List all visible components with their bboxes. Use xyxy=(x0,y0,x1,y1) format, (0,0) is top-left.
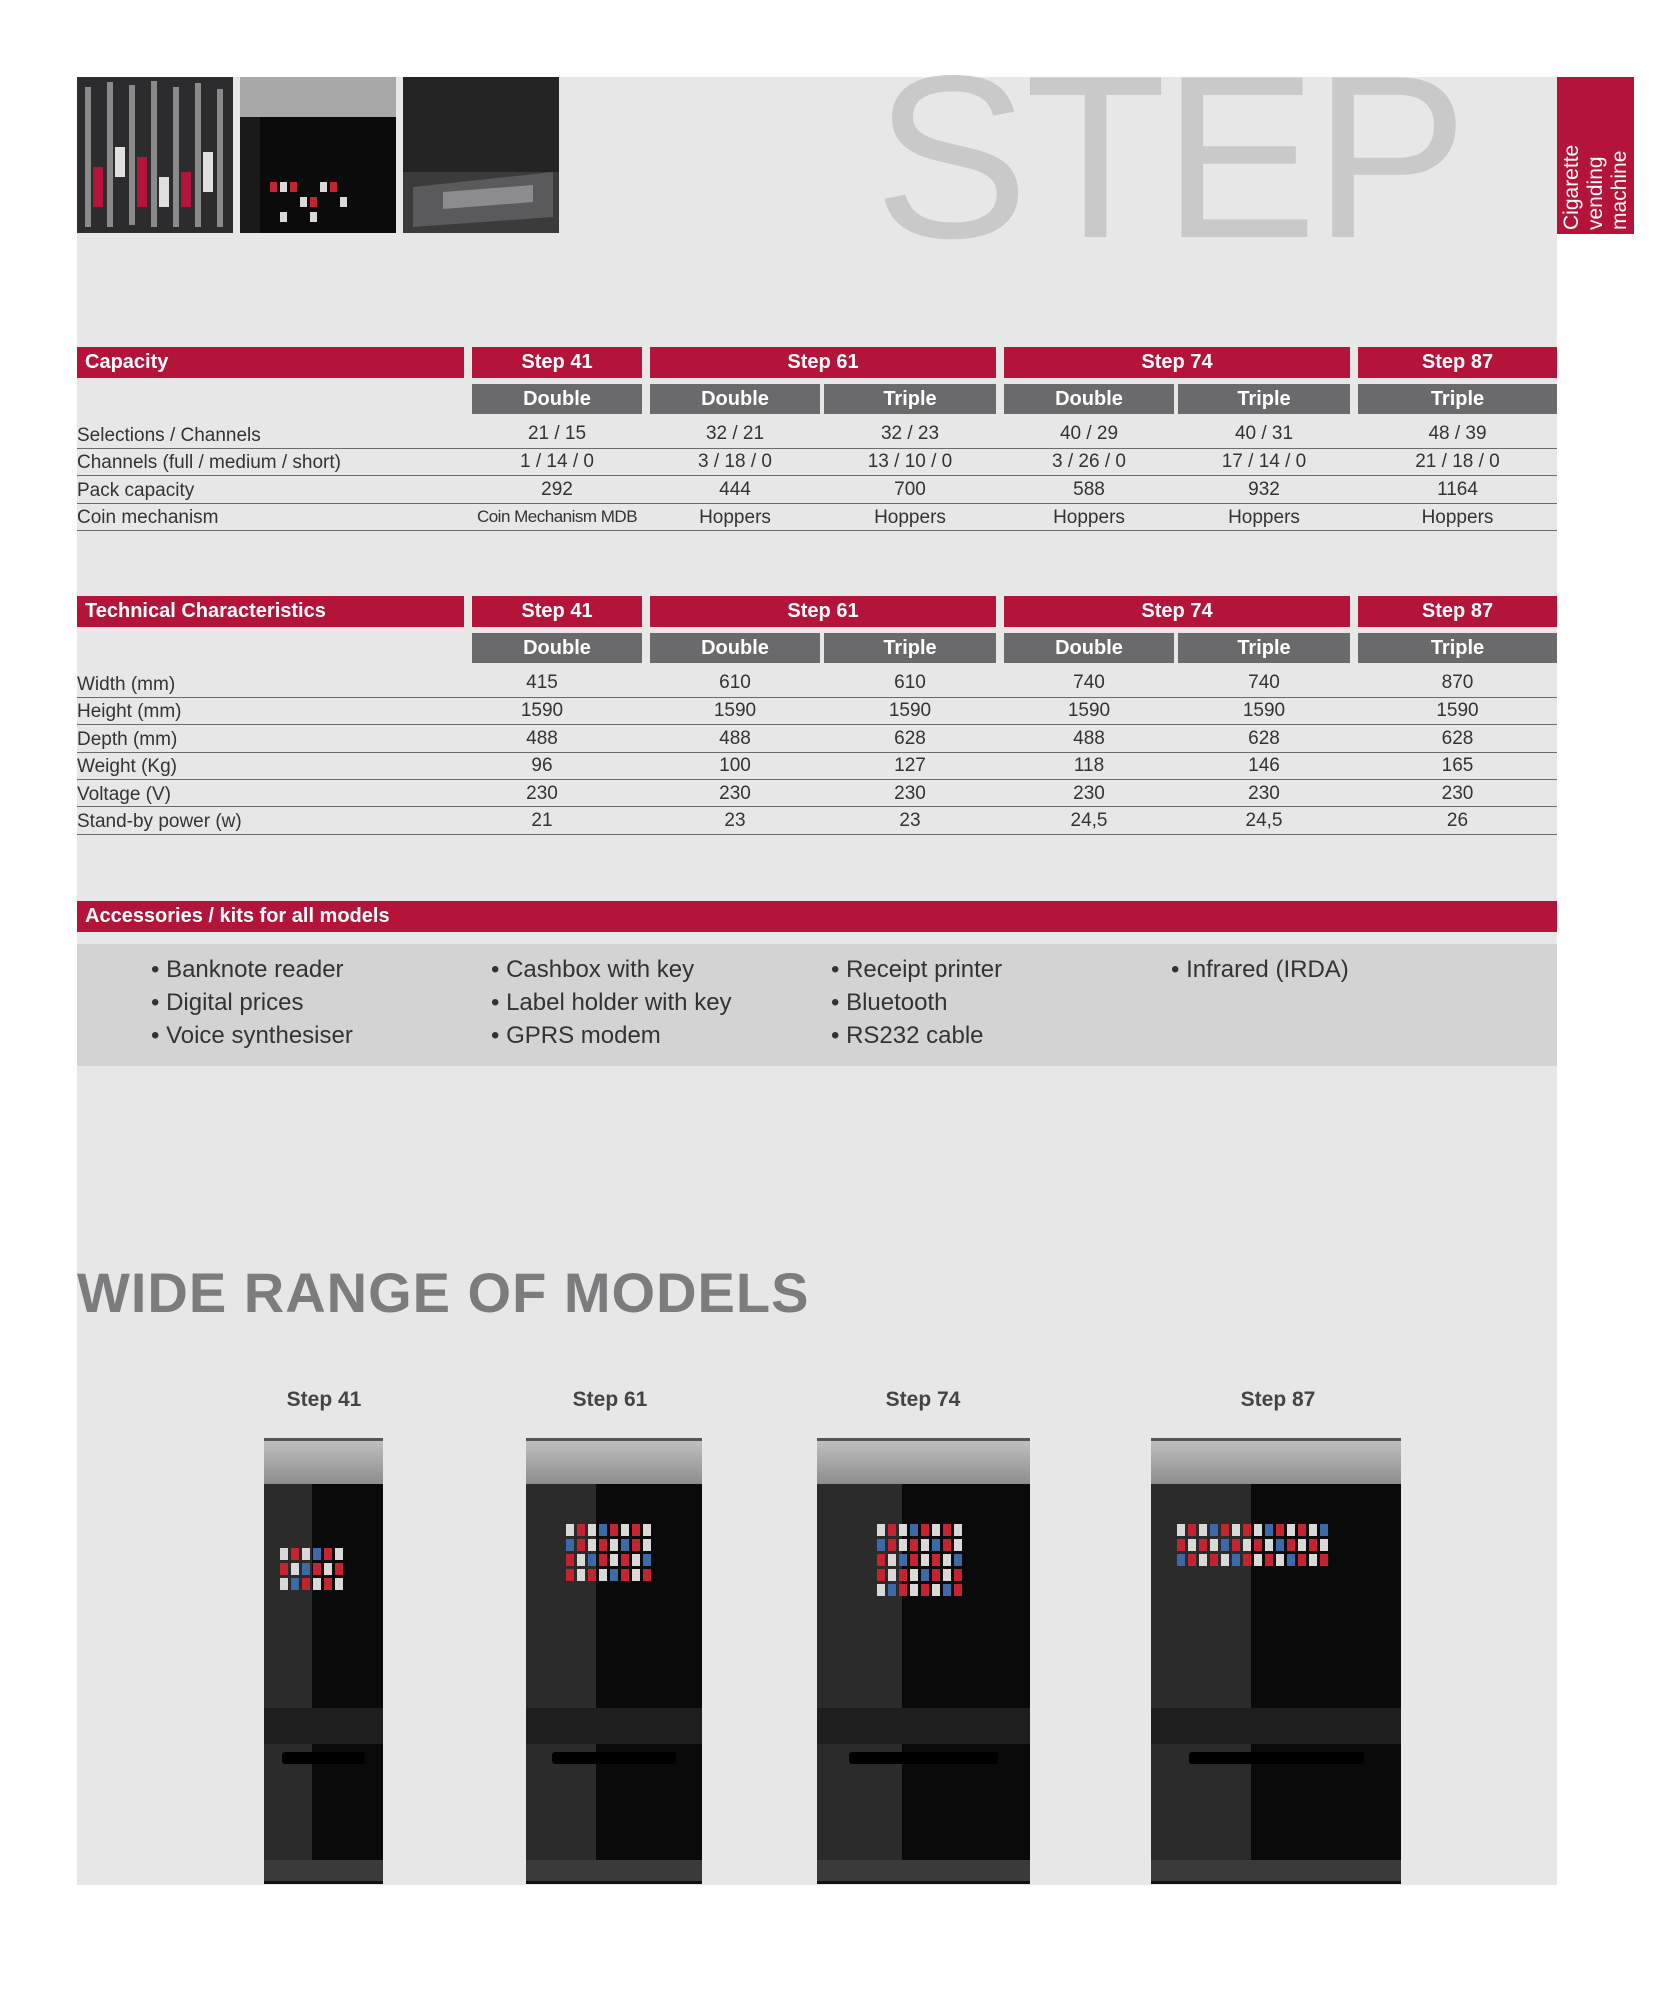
machine-step74 xyxy=(817,1438,1030,1884)
cell: 740 xyxy=(1073,672,1105,693)
pack-icon xyxy=(1177,1539,1185,1551)
accessory-item: • Label holder with key xyxy=(491,989,732,1016)
accessory-item: • Digital prices xyxy=(151,989,304,1016)
pack-icon xyxy=(910,1569,918,1581)
cell: 17 / 14 / 0 xyxy=(1221,451,1307,472)
pack-icon xyxy=(888,1584,896,1596)
pack-icon xyxy=(1309,1554,1317,1566)
pack-icon xyxy=(280,1563,288,1575)
cell: 23 xyxy=(899,810,921,831)
accessories-title: Accessories / kits for all models xyxy=(77,901,1557,932)
cell: 26 xyxy=(1446,810,1469,831)
pack-icon xyxy=(1199,1554,1207,1566)
pack-icon xyxy=(324,1563,332,1575)
pack-icon xyxy=(1287,1539,1295,1551)
pack-icon xyxy=(1298,1539,1306,1551)
cell: 292 xyxy=(541,479,573,500)
pack-icon xyxy=(1177,1554,1185,1566)
pack-icon xyxy=(1199,1524,1207,1536)
cell: 870 xyxy=(1441,672,1474,693)
cell: 932 xyxy=(1248,479,1280,500)
pack-icon xyxy=(1265,1524,1273,1536)
pack-icon xyxy=(335,1563,343,1575)
cell: 3 / 26 / 0 xyxy=(1052,451,1126,472)
cell: 3 / 18 / 0 xyxy=(698,451,772,472)
cell: 588 xyxy=(1073,479,1105,500)
pack-icon xyxy=(632,1554,640,1566)
pack-icon xyxy=(313,1563,321,1575)
cell: 1 / 14 / 0 xyxy=(520,451,594,472)
row-divider xyxy=(77,503,1557,504)
cell: 24,5 xyxy=(1070,810,1108,831)
row-label: Weight (Kg) xyxy=(77,756,177,777)
pack-icon xyxy=(1188,1539,1196,1551)
pack-icon xyxy=(1276,1524,1284,1536)
pack-icon xyxy=(1199,1539,1207,1551)
pack-icon xyxy=(577,1569,585,1581)
pack-icon xyxy=(1243,1539,1251,1551)
pack-icon xyxy=(599,1569,607,1581)
cell: 32 / 23 xyxy=(880,423,940,444)
pack-icon xyxy=(1276,1539,1284,1551)
cell: 96 xyxy=(531,755,553,776)
cell: 146 xyxy=(1248,755,1280,776)
pack-icon xyxy=(888,1569,896,1581)
pack-icon xyxy=(1287,1524,1295,1536)
pack-icon xyxy=(313,1548,321,1560)
capacity-title: Capacity xyxy=(77,347,464,378)
pack-icon xyxy=(566,1539,574,1551)
pack-icon xyxy=(302,1563,310,1575)
pack-icon xyxy=(1287,1554,1295,1566)
technical-variant: Double xyxy=(1004,633,1174,663)
cell: 230 xyxy=(526,783,558,804)
row-divider xyxy=(77,806,1557,807)
row-divider xyxy=(77,834,1557,835)
pack-icon xyxy=(280,1548,288,1560)
pack-icon xyxy=(910,1524,918,1536)
cell: 1590 xyxy=(888,700,932,721)
pack-icon xyxy=(324,1578,332,1590)
pack-icon xyxy=(621,1539,629,1551)
cell: 40 / 31 xyxy=(1234,423,1294,444)
pack-icon xyxy=(899,1569,907,1581)
accessory-item: • Infrared (IRDA) xyxy=(1171,956,1349,983)
capacity-variant: Triple xyxy=(1178,384,1350,414)
accessory-item: • Bluetooth xyxy=(831,989,948,1016)
cell: 1590 xyxy=(713,700,757,721)
pack-icon xyxy=(1265,1554,1273,1566)
cell: 628 xyxy=(1248,728,1280,749)
pack-icon xyxy=(577,1554,585,1566)
technical-variant: Triple xyxy=(824,633,996,663)
pack-icon xyxy=(954,1584,962,1596)
cell: 230 xyxy=(1073,783,1105,804)
row-divider xyxy=(77,448,1557,449)
pack-icon xyxy=(643,1569,651,1581)
pack-icon xyxy=(335,1578,343,1590)
accessory-item: • RS232 cable xyxy=(831,1022,984,1049)
cell: Hoppers xyxy=(699,507,771,528)
pack-icon xyxy=(910,1539,918,1551)
pack-icon xyxy=(280,1578,288,1590)
cell: 40 / 29 xyxy=(1059,423,1119,444)
row-label: Width (mm) xyxy=(77,674,176,695)
pack-icon xyxy=(599,1524,607,1536)
pack-icon xyxy=(954,1554,962,1566)
pack-icon xyxy=(610,1539,618,1551)
cell: Hoppers xyxy=(1228,507,1300,528)
pack-icon xyxy=(588,1554,596,1566)
pack-icon xyxy=(877,1539,885,1551)
row-label: Depth (mm) xyxy=(77,729,178,750)
capacity-variant: Triple xyxy=(824,384,996,414)
pack-icon xyxy=(632,1569,640,1581)
cell: Hoppers xyxy=(1053,507,1125,528)
capacity-variant: Double xyxy=(472,384,642,414)
pack-icon xyxy=(1309,1524,1317,1536)
pack-icon xyxy=(291,1548,299,1560)
technical-model-step74: Step 74 xyxy=(1004,596,1350,627)
accessory-item: • GPRS modem xyxy=(491,1022,661,1049)
cell: 444 xyxy=(719,479,751,500)
pack-icon xyxy=(888,1539,896,1551)
pack-icon xyxy=(302,1548,310,1560)
row-divider xyxy=(77,752,1557,753)
model-label: Step 74 xyxy=(885,1388,961,1411)
pack-icon xyxy=(899,1524,907,1536)
cell: 1590 xyxy=(1067,700,1111,721)
row-label: Coin mechanism xyxy=(77,507,219,528)
row-divider xyxy=(77,530,1557,531)
pack-icon xyxy=(921,1554,929,1566)
pack-icon xyxy=(621,1524,629,1536)
cell: 488 xyxy=(526,728,558,749)
cell: 230 xyxy=(1441,783,1474,804)
brand-title: STEP xyxy=(874,28,1464,287)
pack-icon xyxy=(877,1569,885,1581)
pack-icon xyxy=(291,1563,299,1575)
pack-icon xyxy=(588,1539,596,1551)
pack-icon xyxy=(335,1548,343,1560)
accessory-item: • Cashbox with key xyxy=(491,956,695,983)
pack-icon xyxy=(932,1539,940,1551)
cell: 100 xyxy=(719,755,751,776)
cell: 610 xyxy=(894,672,926,693)
row-label: Height (mm) xyxy=(77,701,182,722)
pack-icon xyxy=(877,1584,885,1596)
pack-icon xyxy=(1243,1554,1251,1566)
technical-model-step41: Step 41 xyxy=(472,596,642,627)
pack-icon xyxy=(888,1554,896,1566)
pack-icon xyxy=(1188,1524,1196,1536)
pack-icon xyxy=(1221,1539,1229,1551)
cell: 700 xyxy=(894,479,926,500)
pack-icon xyxy=(932,1569,940,1581)
cell: 628 xyxy=(894,728,926,749)
pack-icon xyxy=(632,1524,640,1536)
pack-icon xyxy=(910,1554,918,1566)
pack-icon xyxy=(599,1554,607,1566)
pack-icon xyxy=(932,1554,940,1566)
pack-icon xyxy=(943,1584,951,1596)
cell: 21 xyxy=(531,810,553,831)
pack-icon xyxy=(943,1524,951,1536)
pack-icon xyxy=(910,1584,918,1596)
cell: 488 xyxy=(1073,728,1105,749)
pack-icon xyxy=(1243,1524,1251,1536)
cell: 127 xyxy=(894,755,926,776)
pack-icon xyxy=(921,1524,929,1536)
pack-icon xyxy=(1210,1554,1218,1566)
cell: 21 / 15 xyxy=(527,423,587,444)
pack-icon xyxy=(877,1554,885,1566)
cell: 740 xyxy=(1248,672,1280,693)
pack-icon xyxy=(324,1548,332,1560)
pack-icon xyxy=(1276,1554,1284,1566)
cell: 118 xyxy=(1073,755,1105,776)
capacity-model-step74: Step 74 xyxy=(1004,347,1350,378)
pack-icon xyxy=(610,1524,618,1536)
front-panel-photo xyxy=(240,77,396,233)
cell: 415 xyxy=(526,672,558,693)
pack-icon xyxy=(313,1578,321,1590)
pack-icon xyxy=(1254,1554,1262,1566)
cell: 488 xyxy=(719,728,751,749)
machine-step61 xyxy=(526,1438,702,1884)
pack-icon xyxy=(1232,1554,1240,1566)
pack-icon xyxy=(1265,1539,1273,1551)
pack-icon xyxy=(302,1578,310,1590)
pack-icon xyxy=(610,1569,618,1581)
technical-variant: Double xyxy=(650,633,820,663)
pack-icon xyxy=(943,1569,951,1581)
pack-icon xyxy=(577,1539,585,1551)
pack-icon xyxy=(888,1524,896,1536)
row-label: Selections / Channels xyxy=(77,425,261,446)
cell: 24,5 xyxy=(1245,810,1283,831)
pack-icon xyxy=(643,1539,651,1551)
cell: Coin Mechanism MDB xyxy=(476,507,638,526)
pack-icon xyxy=(643,1524,651,1536)
pack-icon xyxy=(1221,1554,1229,1566)
pack-icon xyxy=(621,1569,629,1581)
row-divider xyxy=(77,475,1557,476)
pack-icon xyxy=(1254,1539,1262,1551)
pack-icon xyxy=(1320,1524,1328,1536)
row-label: Stand-by power (w) xyxy=(77,811,242,832)
pack-icon xyxy=(899,1539,907,1551)
pack-icon xyxy=(588,1569,596,1581)
cell: 1590 xyxy=(1242,700,1286,721)
capacity-variant: Double xyxy=(1004,384,1174,414)
pack-icon xyxy=(291,1578,299,1590)
pack-icon xyxy=(899,1584,907,1596)
pack-icon xyxy=(1254,1524,1262,1536)
technical-variant: Triple xyxy=(1358,633,1557,663)
pack-icon xyxy=(588,1524,596,1536)
cell: 610 xyxy=(719,672,751,693)
accessory-item: • Voice synthesiser xyxy=(151,1022,353,1049)
capacity-variant: Triple xyxy=(1358,384,1557,414)
row-label: Pack capacity xyxy=(77,480,195,501)
row-divider xyxy=(77,724,1557,725)
pack-icon xyxy=(921,1539,929,1551)
model-label: Step 41 xyxy=(286,1388,362,1411)
cell: 1590 xyxy=(1436,700,1479,721)
pack-icon xyxy=(943,1539,951,1551)
pack-icon xyxy=(1298,1524,1306,1536)
cell: 1590 xyxy=(520,700,564,721)
cell: 48 / 39 xyxy=(1428,423,1487,444)
machine-step41 xyxy=(264,1438,383,1884)
cell: 13 / 10 / 0 xyxy=(867,451,953,472)
brand-tab xyxy=(1557,77,1634,234)
pack-icon xyxy=(932,1584,940,1596)
pack-icon xyxy=(632,1539,640,1551)
pack-icon xyxy=(599,1539,607,1551)
row-label: Channels (full / medium / short) xyxy=(77,452,341,473)
technical-model-step61: Step 61 xyxy=(650,596,996,627)
pack-icon xyxy=(954,1569,962,1581)
technical-variant: Double xyxy=(472,633,642,663)
brand-tab-label: Cigarette vending machine xyxy=(1560,144,1631,230)
cell: 165 xyxy=(1441,755,1474,776)
cell: Hoppers xyxy=(874,507,946,528)
pack-icon xyxy=(954,1524,962,1536)
pack-icon xyxy=(954,1539,962,1551)
pack-icon xyxy=(932,1524,940,1536)
pack-icon xyxy=(621,1554,629,1566)
pack-icon xyxy=(1188,1554,1196,1566)
capacity-model-step41: Step 41 xyxy=(472,347,642,378)
cell: 23 xyxy=(724,810,746,831)
cell: 230 xyxy=(719,783,751,804)
pack-icon xyxy=(1210,1524,1218,1536)
pack-icon xyxy=(1177,1524,1185,1536)
capacity-variant: Double xyxy=(650,384,820,414)
pack-icon xyxy=(1320,1554,1328,1566)
pack-icon xyxy=(1232,1539,1240,1551)
channels-photo xyxy=(77,77,233,233)
row-label: Voltage (V) xyxy=(77,784,171,805)
technical-model-step87: Step 87 xyxy=(1358,596,1557,627)
pack-icon xyxy=(577,1524,585,1536)
pack-icon xyxy=(610,1554,618,1566)
pack-icon xyxy=(1309,1539,1317,1551)
pack-icon xyxy=(643,1554,651,1566)
cell: 230 xyxy=(894,783,926,804)
cell: Hoppers xyxy=(1421,507,1494,528)
row-divider xyxy=(77,697,1557,698)
pack-icon xyxy=(921,1584,929,1596)
row-divider xyxy=(77,779,1557,780)
capacity-model-step61: Step 61 xyxy=(650,347,996,378)
pack-icon xyxy=(1320,1539,1328,1551)
pack-icon xyxy=(566,1554,574,1566)
model-label: Step 87 xyxy=(1240,1388,1316,1411)
machine-step87 xyxy=(1151,1438,1401,1884)
drawer-photo xyxy=(403,77,559,233)
pack-icon xyxy=(943,1554,951,1566)
pack-icon xyxy=(1298,1554,1306,1566)
pack-icon xyxy=(1232,1524,1240,1536)
pack-icon xyxy=(899,1554,907,1566)
technical-variant: Triple xyxy=(1178,633,1350,663)
technical-title: Technical Characteristics xyxy=(77,596,464,627)
model-label: Step 61 xyxy=(572,1388,648,1411)
accessory-item: • Banknote reader xyxy=(151,956,344,983)
pack-icon xyxy=(566,1569,574,1581)
cell: 21 / 18 / 0 xyxy=(1415,451,1500,472)
pack-icon xyxy=(1210,1539,1218,1551)
pack-icon xyxy=(566,1524,574,1536)
cell: 628 xyxy=(1441,728,1474,749)
pack-icon xyxy=(877,1524,885,1536)
capacity-model-step87: Step 87 xyxy=(1358,347,1557,378)
cell: 1164 xyxy=(1437,479,1478,500)
pack-icon xyxy=(921,1569,929,1581)
pack-icon xyxy=(1221,1524,1229,1536)
cell: 230 xyxy=(1248,783,1280,804)
cell: 32 / 21 xyxy=(705,423,765,444)
accessory-item: • Receipt printer xyxy=(831,956,1003,983)
range-title: WIDE RANGE OF MODELS xyxy=(77,1261,810,1324)
